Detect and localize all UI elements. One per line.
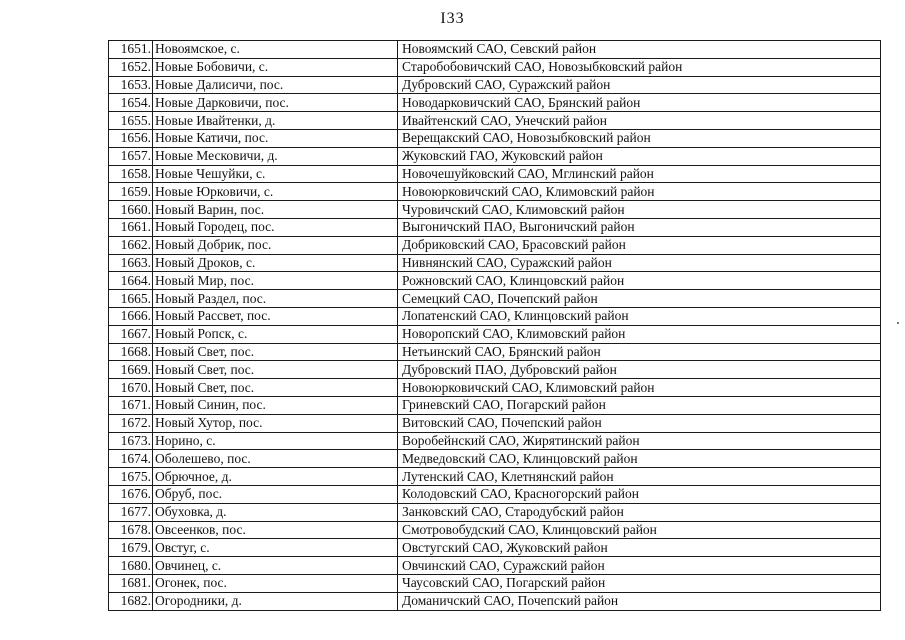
- administrative-council: Новоюрковичский САО, Климовский район: [398, 183, 881, 201]
- entry-number: 1676.: [109, 485, 153, 503]
- entry-number: 1653.: [109, 76, 153, 94]
- table-row: [109, 379, 881, 397]
- table-row: [109, 41, 881, 59]
- administrative-council: Гриневский САО, Погарский район: [398, 396, 881, 414]
- table-row: [109, 112, 881, 130]
- entry-number: 1651.: [109, 41, 153, 59]
- administrative-council: Новочешуйковский САО, Мглинский район: [398, 165, 881, 183]
- entry-number: 1673.: [109, 432, 153, 450]
- administrative-council: Лутенский САО, Клетнянский район: [398, 468, 881, 486]
- entry-number: 1652.: [109, 58, 153, 76]
- entry-number: 1677.: [109, 503, 153, 521]
- table-row: [109, 272, 881, 290]
- administrative-council: Новоямский САО, Севский район: [398, 41, 881, 59]
- table-row: [109, 325, 881, 343]
- entry-number: 1679.: [109, 539, 153, 557]
- table-row: [109, 165, 881, 183]
- administrative-council: Ивайтенский САО, Унечский район: [398, 112, 881, 130]
- page-number: I33: [440, 10, 465, 27]
- administrative-council: Воробейнский САО, Жирятинский район: [398, 432, 881, 450]
- administrative-council: Овчинский САО, Суражский район: [398, 557, 881, 575]
- administrative-council: Нивнянский САО, Суражский район: [398, 254, 881, 272]
- entry-number: 1656.: [109, 129, 153, 147]
- table-row: [109, 58, 881, 76]
- table-row: [109, 574, 881, 592]
- settlement-name: Новые Юрковичи, с.: [153, 183, 398, 201]
- administrative-council: Новодарковичский САО, Брянский район: [398, 94, 881, 112]
- table-row: [109, 539, 881, 557]
- administrative-council: Занковский САО, Стародубский район: [398, 503, 881, 521]
- administrative-council: Верещакский САО, Новозыбковский район: [398, 129, 881, 147]
- entry-number: 1682.: [109, 592, 153, 610]
- settlement-register-table: [108, 40, 881, 611]
- scan-speck: [897, 322, 899, 324]
- table-row: [109, 201, 881, 219]
- settlement-name: Новый Ропск, с.: [153, 325, 398, 343]
- settlement-name: Обруб, пос.: [153, 485, 398, 503]
- table-row: [109, 450, 881, 468]
- entry-number: 1663.: [109, 254, 153, 272]
- administrative-council: Смотровобудский САО, Клинцовский район: [398, 521, 881, 539]
- entry-number: 1662.: [109, 236, 153, 254]
- table-row: [109, 468, 881, 486]
- table-row: [109, 147, 881, 165]
- administrative-council: Добриковский САО, Брасовский район: [398, 236, 881, 254]
- settlement-name: Новый Дроков, с.: [153, 254, 398, 272]
- settlement-name: Обрючное, д.: [153, 468, 398, 486]
- entry-number: 1658.: [109, 165, 153, 183]
- table-row: [109, 236, 881, 254]
- table-row: [109, 307, 881, 325]
- entry-number: 1654.: [109, 94, 153, 112]
- settlement-name: Обуховка, д.: [153, 503, 398, 521]
- administrative-council: Витовский САО, Почепский район: [398, 414, 881, 432]
- administrative-council: Жуковский ГАО, Жуковский район: [398, 147, 881, 165]
- table-row: [109, 183, 881, 201]
- entry-number: 1672.: [109, 414, 153, 432]
- settlement-name: Овчинец, с.: [153, 557, 398, 575]
- entry-number: 1675.: [109, 468, 153, 486]
- table-row: [109, 129, 881, 147]
- administrative-council: Рожновский САО, Клинцовский район: [398, 272, 881, 290]
- table-row: [109, 396, 881, 414]
- administrative-council: Медведовский САО, Клинцовский район: [398, 450, 881, 468]
- entry-number: 1670.: [109, 379, 153, 397]
- settlement-name: Норино, с.: [153, 432, 398, 450]
- administrative-council: Дубровский САО, Суражский район: [398, 76, 881, 94]
- table-row: [109, 414, 881, 432]
- entry-number: 1660.: [109, 201, 153, 219]
- administrative-council: Лопатенский САО, Клинцовский район: [398, 307, 881, 325]
- settlement-name: Новый Синин, пос.: [153, 396, 398, 414]
- table-row: [109, 343, 881, 361]
- settlement-name: Новый Хутор, пос.: [153, 414, 398, 432]
- settlement-name: Новые Месковичи, д.: [153, 147, 398, 165]
- administrative-council: Семецкий САО, Почепский район: [398, 290, 881, 308]
- settlement-name: Новые Дарковичи, пос.: [153, 94, 398, 112]
- settlement-name: Новый Варин, пос.: [153, 201, 398, 219]
- table-row: [109, 94, 881, 112]
- entry-number: 1666.: [109, 307, 153, 325]
- administrative-council: Чуровичский САО, Климовский район: [398, 201, 881, 219]
- entry-number: 1681.: [109, 574, 153, 592]
- entry-number: 1674.: [109, 450, 153, 468]
- administrative-council: Новоюрковичский САО, Климовский район: [398, 379, 881, 397]
- settlement-name: Новый Рассвет, пос.: [153, 307, 398, 325]
- entry-number: 1659.: [109, 183, 153, 201]
- administrative-council: Выгоничский ПАО, Выгоничский район: [398, 218, 881, 236]
- table-row: [109, 76, 881, 94]
- table-row: [109, 361, 881, 379]
- administrative-council: Старобобовичский САО, Новозыбковский район: [398, 58, 881, 76]
- settlement-name: Овстуг, с.: [153, 539, 398, 557]
- entry-number: 1667.: [109, 325, 153, 343]
- settlement-name: Новый Свет, пос.: [153, 361, 398, 379]
- settlement-name: Новые Ивайтенки, д.: [153, 112, 398, 130]
- administrative-council: Дубровский ПАО, Дубровский район: [398, 361, 881, 379]
- settlement-name: Огородники, д.: [153, 592, 398, 610]
- administrative-council: Колодовский САО, Красногорский район: [398, 485, 881, 503]
- settlement-name: Новые Бобовичи, с.: [153, 58, 398, 76]
- entry-number: 1668.: [109, 343, 153, 361]
- settlement-name: Новый Добрик, пос.: [153, 236, 398, 254]
- entry-number: 1664.: [109, 272, 153, 290]
- settlement-name: Новые Катичи, пос.: [153, 129, 398, 147]
- settlement-name: Новый Свет, пос.: [153, 379, 398, 397]
- settlement-name: Новые Далисичи, пос.: [153, 76, 398, 94]
- settlement-name: Новый Раздел, пос.: [153, 290, 398, 308]
- table-row: [109, 432, 881, 450]
- administrative-council: Нетьинский САО, Брянский район: [398, 343, 881, 361]
- settlement-name: Овсеенков, пос.: [153, 521, 398, 539]
- table-row: [109, 503, 881, 521]
- table-row: [109, 521, 881, 539]
- table-row: [109, 592, 881, 610]
- entry-number: 1665.: [109, 290, 153, 308]
- table-row: [109, 485, 881, 503]
- administrative-council: Овстугский САО, Жуковский район: [398, 539, 881, 557]
- administrative-council: Доманичский САО, Почепский район: [398, 592, 881, 610]
- table-row: [109, 218, 881, 236]
- table-row: [109, 290, 881, 308]
- settlement-name: Огонек, пос.: [153, 574, 398, 592]
- settlement-name: Новоямское, с.: [153, 41, 398, 59]
- settlement-name: Новый Свет, пос.: [153, 343, 398, 361]
- table-row: [109, 254, 881, 272]
- table-row: [109, 557, 881, 575]
- entry-number: 1678.: [109, 521, 153, 539]
- table-body: [109, 41, 881, 611]
- entry-number: 1657.: [109, 147, 153, 165]
- entry-number: 1680.: [109, 557, 153, 575]
- administrative-council: Новоропский САО, Климовский район: [398, 325, 881, 343]
- entry-number: 1655.: [109, 112, 153, 130]
- administrative-council: Чаусовский САО, Погарский район: [398, 574, 881, 592]
- entry-number: 1669.: [109, 361, 153, 379]
- settlement-name: Новый Городец, пос.: [153, 218, 398, 236]
- entry-number: 1661.: [109, 218, 153, 236]
- settlement-name: Новый Мир, пос.: [153, 272, 398, 290]
- settlement-name: Новые Чешуйки, с.: [153, 165, 398, 183]
- entry-number: 1671.: [109, 396, 153, 414]
- settlement-name: Оболешево, пос.: [153, 450, 398, 468]
